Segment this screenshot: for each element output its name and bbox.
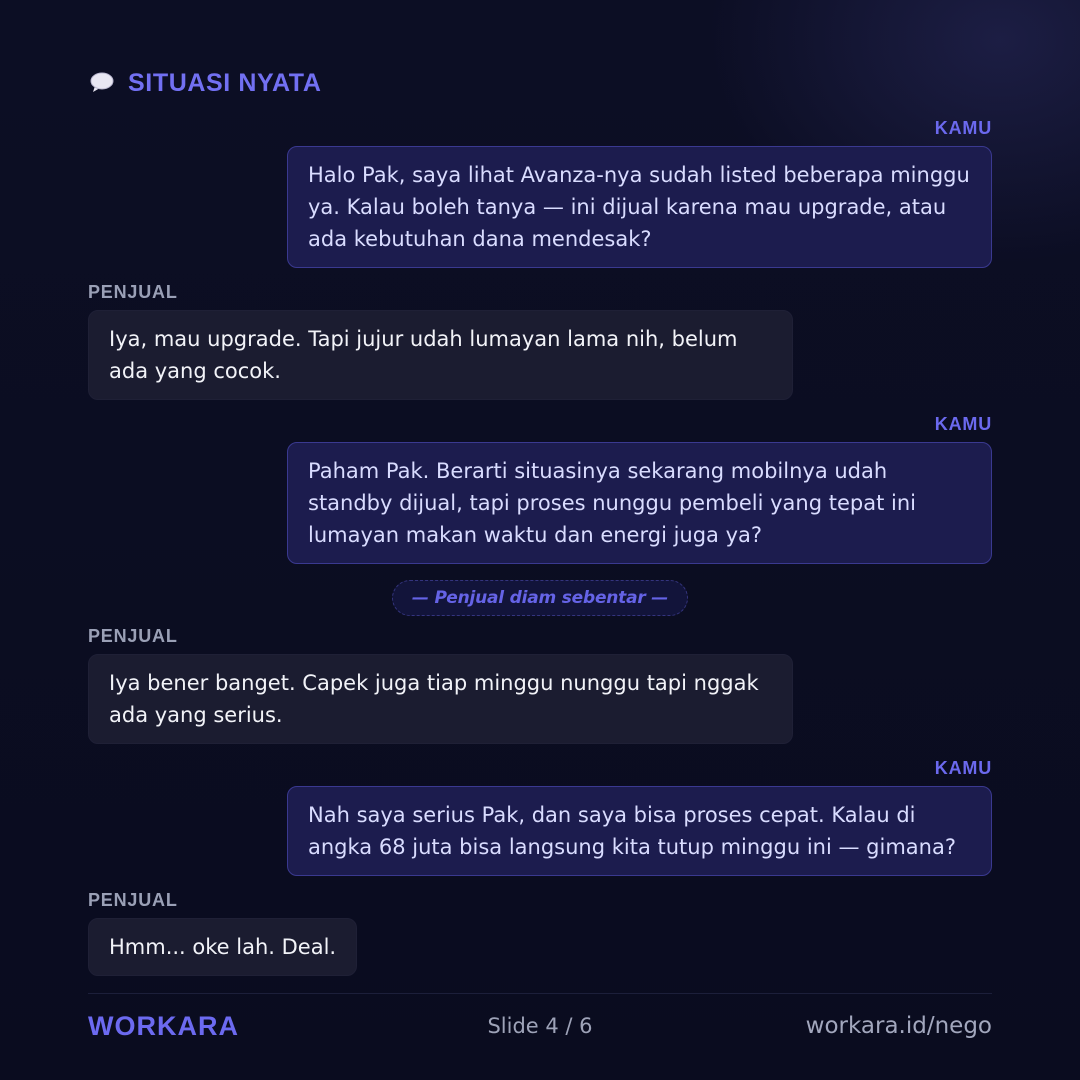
- sender-label: PENJUAL: [88, 282, 178, 302]
- chat-conversation: [88, 116, 992, 976]
- footer-divider: [88, 993, 992, 994]
- sender-label: KAMU: [934, 118, 992, 138]
- sender-label: PENJUAL: [88, 626, 178, 646]
- sender-label: KAMU: [934, 414, 992, 434]
- chat-bubble-outgoing: Nah saya serius Pak, dan saya bisa proses cepat. Kalau di angka 68 juta bisa langsung kita tutup minggu ini — gimana?: [287, 786, 992, 876]
- brand-logo: WORKARA: [88, 1010, 239, 1041]
- pause-note: — Penjual diam sebentar —: [392, 580, 688, 616]
- speech-bubble-icon: [90, 71, 114, 95]
- slide-footer: [88, 1006, 992, 1046]
- chat-bubble-outgoing: Halo Pak, saya lihat Avanza-nya sudah listed beberapa minggu ya. Kalau boleh tanya — ini dijual karena mau upgrade, atau ada kebutuhan dana mendesak?: [287, 146, 992, 268]
- page-title: SITUASI NYATA: [128, 68, 322, 97]
- pause-note-row: [88, 580, 992, 616]
- message-kamu-2: [88, 412, 992, 564]
- message-penjual-2: [88, 624, 992, 744]
- chat-bubble-incoming: Hmm... oke lah. Deal.: [88, 918, 357, 976]
- message-penjual-3: [88, 888, 992, 976]
- message-kamu-1: [88, 116, 992, 268]
- message-penjual-1: [88, 280, 992, 400]
- chat-bubble-incoming: Iya, mau upgrade. Tapi jujur udah lumayan lama nih, belum ada yang cocok.: [88, 310, 793, 400]
- website-url: workara.id/nego: [805, 1013, 992, 1039]
- message-kamu-3: [88, 756, 992, 876]
- chat-bubble-incoming: Iya bener banget. Capek juga tiap minggu nunggu tapi nggak ada yang serius.: [88, 654, 793, 744]
- chat-bubble-outgoing: Paham Pak. Berarti situasinya sekarang mobilnya udah standby dijual, tapi proses nunggu pembeli yang tepat ini lumayan makan waktu dan energi juga ya?: [287, 442, 992, 564]
- sender-label: PENJUAL: [88, 890, 178, 910]
- slide-header: [90, 66, 321, 100]
- slide-counter: Slide 4 / 6: [487, 1014, 593, 1038]
- sender-label: KAMU: [934, 758, 992, 778]
